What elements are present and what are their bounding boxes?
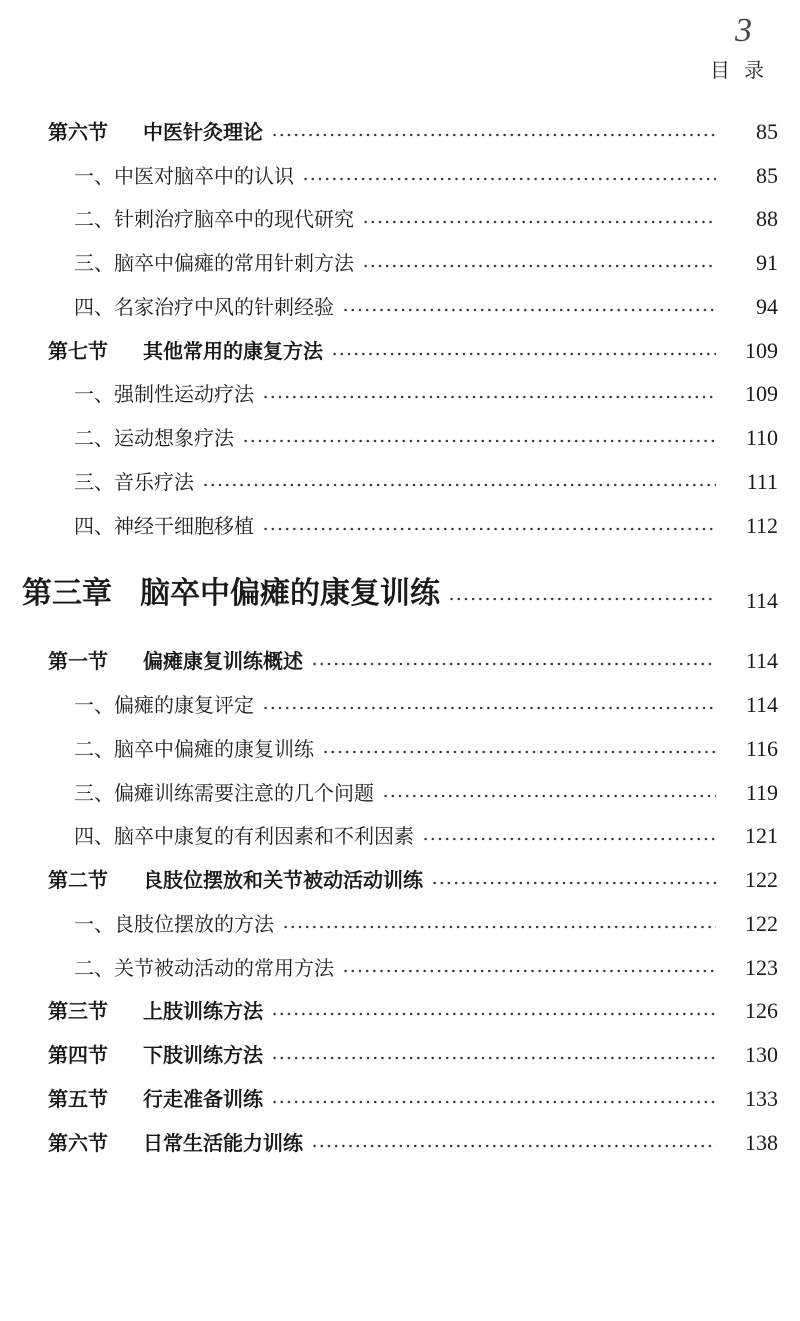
- toc-entry-number: 第七节: [48, 338, 108, 363]
- dot-leader: [342, 969, 716, 973]
- toc-entry-title: 四、神经干细胞移植: [74, 513, 254, 538]
- toc-entry-title: 一、强制性运动疗法: [74, 382, 254, 407]
- toc-section-row[interactable]: [0, 329, 800, 373]
- toc-entry-number: 第二节: [48, 868, 108, 893]
- toc-entry-label: [48, 999, 263, 1024]
- toc-page-number: 91: [756, 250, 778, 276]
- toc-entry-label: [48, 338, 323, 363]
- toc-page-number: 116: [745, 735, 778, 761]
- dot-leader: [302, 177, 716, 181]
- toc-entry-title: 四、脑卒中康复的有利因素和不利因素: [74, 824, 414, 849]
- toc-entry-label: [74, 736, 314, 761]
- toc-page-number: 122: [745, 867, 778, 893]
- toc-sub-row[interactable]: [0, 154, 800, 198]
- dot-leader: [362, 264, 716, 268]
- toc-entry-label: [74, 469, 194, 494]
- toc-entry-number: 第一节: [48, 649, 108, 674]
- toc-entry-label: [74, 911, 274, 936]
- toc-entry-number: 第六节: [48, 119, 108, 144]
- table-of-contents: [0, 110, 800, 1165]
- toc-entry-title: 一、良肢位摆放的方法: [74, 911, 274, 936]
- toc-page-number: 114: [745, 692, 778, 718]
- dot-leader: [422, 837, 716, 841]
- toc-entry-label: [74, 251, 354, 276]
- toc-page-number: 126: [745, 998, 778, 1024]
- toc-chapter-row[interactable]: [0, 548, 800, 640]
- toc-entry-title: 良肢位摆放和关节被动活动训练: [143, 868, 423, 893]
- dot-leader: [311, 662, 716, 666]
- dot-leader: [282, 925, 716, 929]
- toc-section-row[interactable]: [0, 110, 800, 154]
- dot-leader: [271, 133, 716, 137]
- toc-entry-label: [22, 575, 440, 611]
- toc-entry-title: 一、中医对脑卒中的认识: [74, 163, 294, 188]
- dot-leader: [262, 527, 716, 531]
- toc-entry-title: 四、名家治疗中风的针刺经验: [74, 294, 334, 319]
- toc-page-number: 112: [745, 512, 778, 538]
- toc-section-row[interactable]: [0, 858, 800, 902]
- page-number: 3: [735, 12, 752, 49]
- dot-leader: [271, 1012, 716, 1016]
- toc-entry-title: 日常生活能力训练: [143, 1130, 303, 1155]
- toc-page-number: 88: [756, 206, 778, 232]
- toc-entry-title: 中医针灸理论: [143, 119, 263, 144]
- toc-entry-number: 第五节: [48, 1086, 108, 1111]
- toc-sub-row[interactable]: [0, 416, 800, 460]
- toc-page-number: 133: [745, 1085, 778, 1111]
- toc-entry-title: 二、运动想象疗法: [74, 426, 234, 451]
- dot-leader: [202, 483, 716, 487]
- toc-entry-title: 偏瘫康复训练概述: [143, 649, 303, 674]
- toc-entry-label: [74, 693, 254, 718]
- toc-page-number: 138: [745, 1129, 778, 1155]
- toc-entry-title: 二、脑卒中偏瘫的康复训练: [74, 736, 314, 761]
- dot-leader: [382, 794, 716, 798]
- toc-entry-title: 其他常用的康复方法: [143, 338, 323, 363]
- dot-leader: [262, 395, 716, 399]
- toc-sub-row[interactable]: [0, 815, 800, 859]
- toc-entry-title: 三、脑卒中偏瘫的常用针刺方法: [74, 251, 354, 276]
- dot-leader: [271, 1056, 716, 1060]
- toc-entry-label: [74, 294, 334, 319]
- toc-entry-label: [74, 163, 294, 188]
- toc-sub-row[interactable]: [0, 683, 800, 727]
- toc-entry-label: [74, 824, 414, 849]
- toc-page-number: 123: [745, 954, 778, 980]
- toc-page-number: 121: [745, 823, 778, 849]
- toc-entry-label: [48, 1086, 263, 1111]
- toc-entry-title: 二、针刺治疗脑卒中的现代研究: [74, 207, 354, 232]
- toc-page-number: 85: [756, 118, 778, 144]
- dot-leader: [448, 597, 716, 601]
- toc-entry-label: [74, 513, 254, 538]
- toc-sub-row[interactable]: [0, 373, 800, 417]
- toc-entry-title: 一、偏瘫的康复评定: [74, 693, 254, 718]
- dot-leader: [342, 308, 716, 312]
- toc-entry-title: 二、关节被动活动的常用方法: [74, 955, 334, 980]
- toc-page-number: 109: [745, 337, 778, 363]
- toc-section-row[interactable]: [0, 1077, 800, 1121]
- toc-entry-label: [74, 207, 354, 232]
- dot-leader: [271, 1100, 716, 1104]
- toc-entry-number: 第三节: [48, 999, 108, 1024]
- toc-entry-title: 脑卒中偏瘫的康复训练: [140, 575, 440, 611]
- dot-leader: [331, 352, 716, 356]
- toc-entry-title: 下肢训练方法: [143, 1043, 263, 1068]
- dot-leader: [362, 220, 716, 224]
- toc-page-number: 111: [746, 468, 778, 494]
- toc-page-number: 119: [745, 779, 778, 805]
- toc-section-row[interactable]: [0, 990, 800, 1034]
- toc-entry-label: [74, 780, 374, 805]
- toc-entry-title: 三、音乐疗法: [74, 469, 194, 494]
- dot-leader: [242, 439, 716, 443]
- toc-section-row[interactable]: [0, 1121, 800, 1165]
- toc-entry-title: 三、偏瘫训练需要注意的几个问题: [74, 780, 374, 805]
- toc-entry-label: [48, 649, 303, 674]
- dot-leader: [311, 1144, 716, 1148]
- running-header-title: 目录: [710, 58, 778, 82]
- dot-leader: [431, 881, 716, 885]
- toc-entry-number: 第六节: [48, 1130, 108, 1155]
- toc-sub-row[interactable]: [0, 727, 800, 771]
- toc-sub-row[interactable]: [0, 902, 800, 946]
- toc-entry-title: 上肢训练方法: [143, 999, 263, 1024]
- toc-entry-label: [74, 382, 254, 407]
- toc-entry-title: 行走准备训练: [143, 1086, 263, 1111]
- toc-entry-label: [48, 1130, 303, 1155]
- toc-sub-row[interactable]: [0, 504, 800, 548]
- toc-page-number: 110: [745, 425, 778, 451]
- toc-sub-row[interactable]: [0, 460, 800, 504]
- dot-leader: [322, 750, 716, 754]
- toc-entry-label: [74, 955, 334, 980]
- toc-section-row[interactable]: [0, 640, 800, 684]
- toc-entry-label: [48, 868, 423, 893]
- toc-entry-label: [48, 1043, 263, 1068]
- toc-page-number: 130: [745, 1042, 778, 1068]
- toc-page-number: 85: [756, 162, 778, 188]
- toc-sub-row[interactable]: [0, 771, 800, 815]
- toc-page-number: 114: [745, 648, 778, 674]
- toc-sub-row[interactable]: [0, 198, 800, 242]
- toc-sub-row[interactable]: [0, 285, 800, 329]
- toc-section-row[interactable]: [0, 1033, 800, 1077]
- toc-entry-number: 第四节: [48, 1043, 108, 1068]
- toc-entry-label: [74, 426, 234, 451]
- toc-sub-row[interactable]: [0, 241, 800, 285]
- toc-page-number: 122: [745, 910, 778, 936]
- toc-sub-row[interactable]: [0, 946, 800, 990]
- dot-leader: [262, 706, 716, 710]
- toc-page-number: 114: [745, 587, 778, 613]
- toc-page-number: 109: [745, 381, 778, 407]
- toc-page-number: 94: [756, 293, 778, 319]
- toc-entry-number: 第三章: [22, 575, 112, 611]
- toc-entry-label: [48, 119, 263, 144]
